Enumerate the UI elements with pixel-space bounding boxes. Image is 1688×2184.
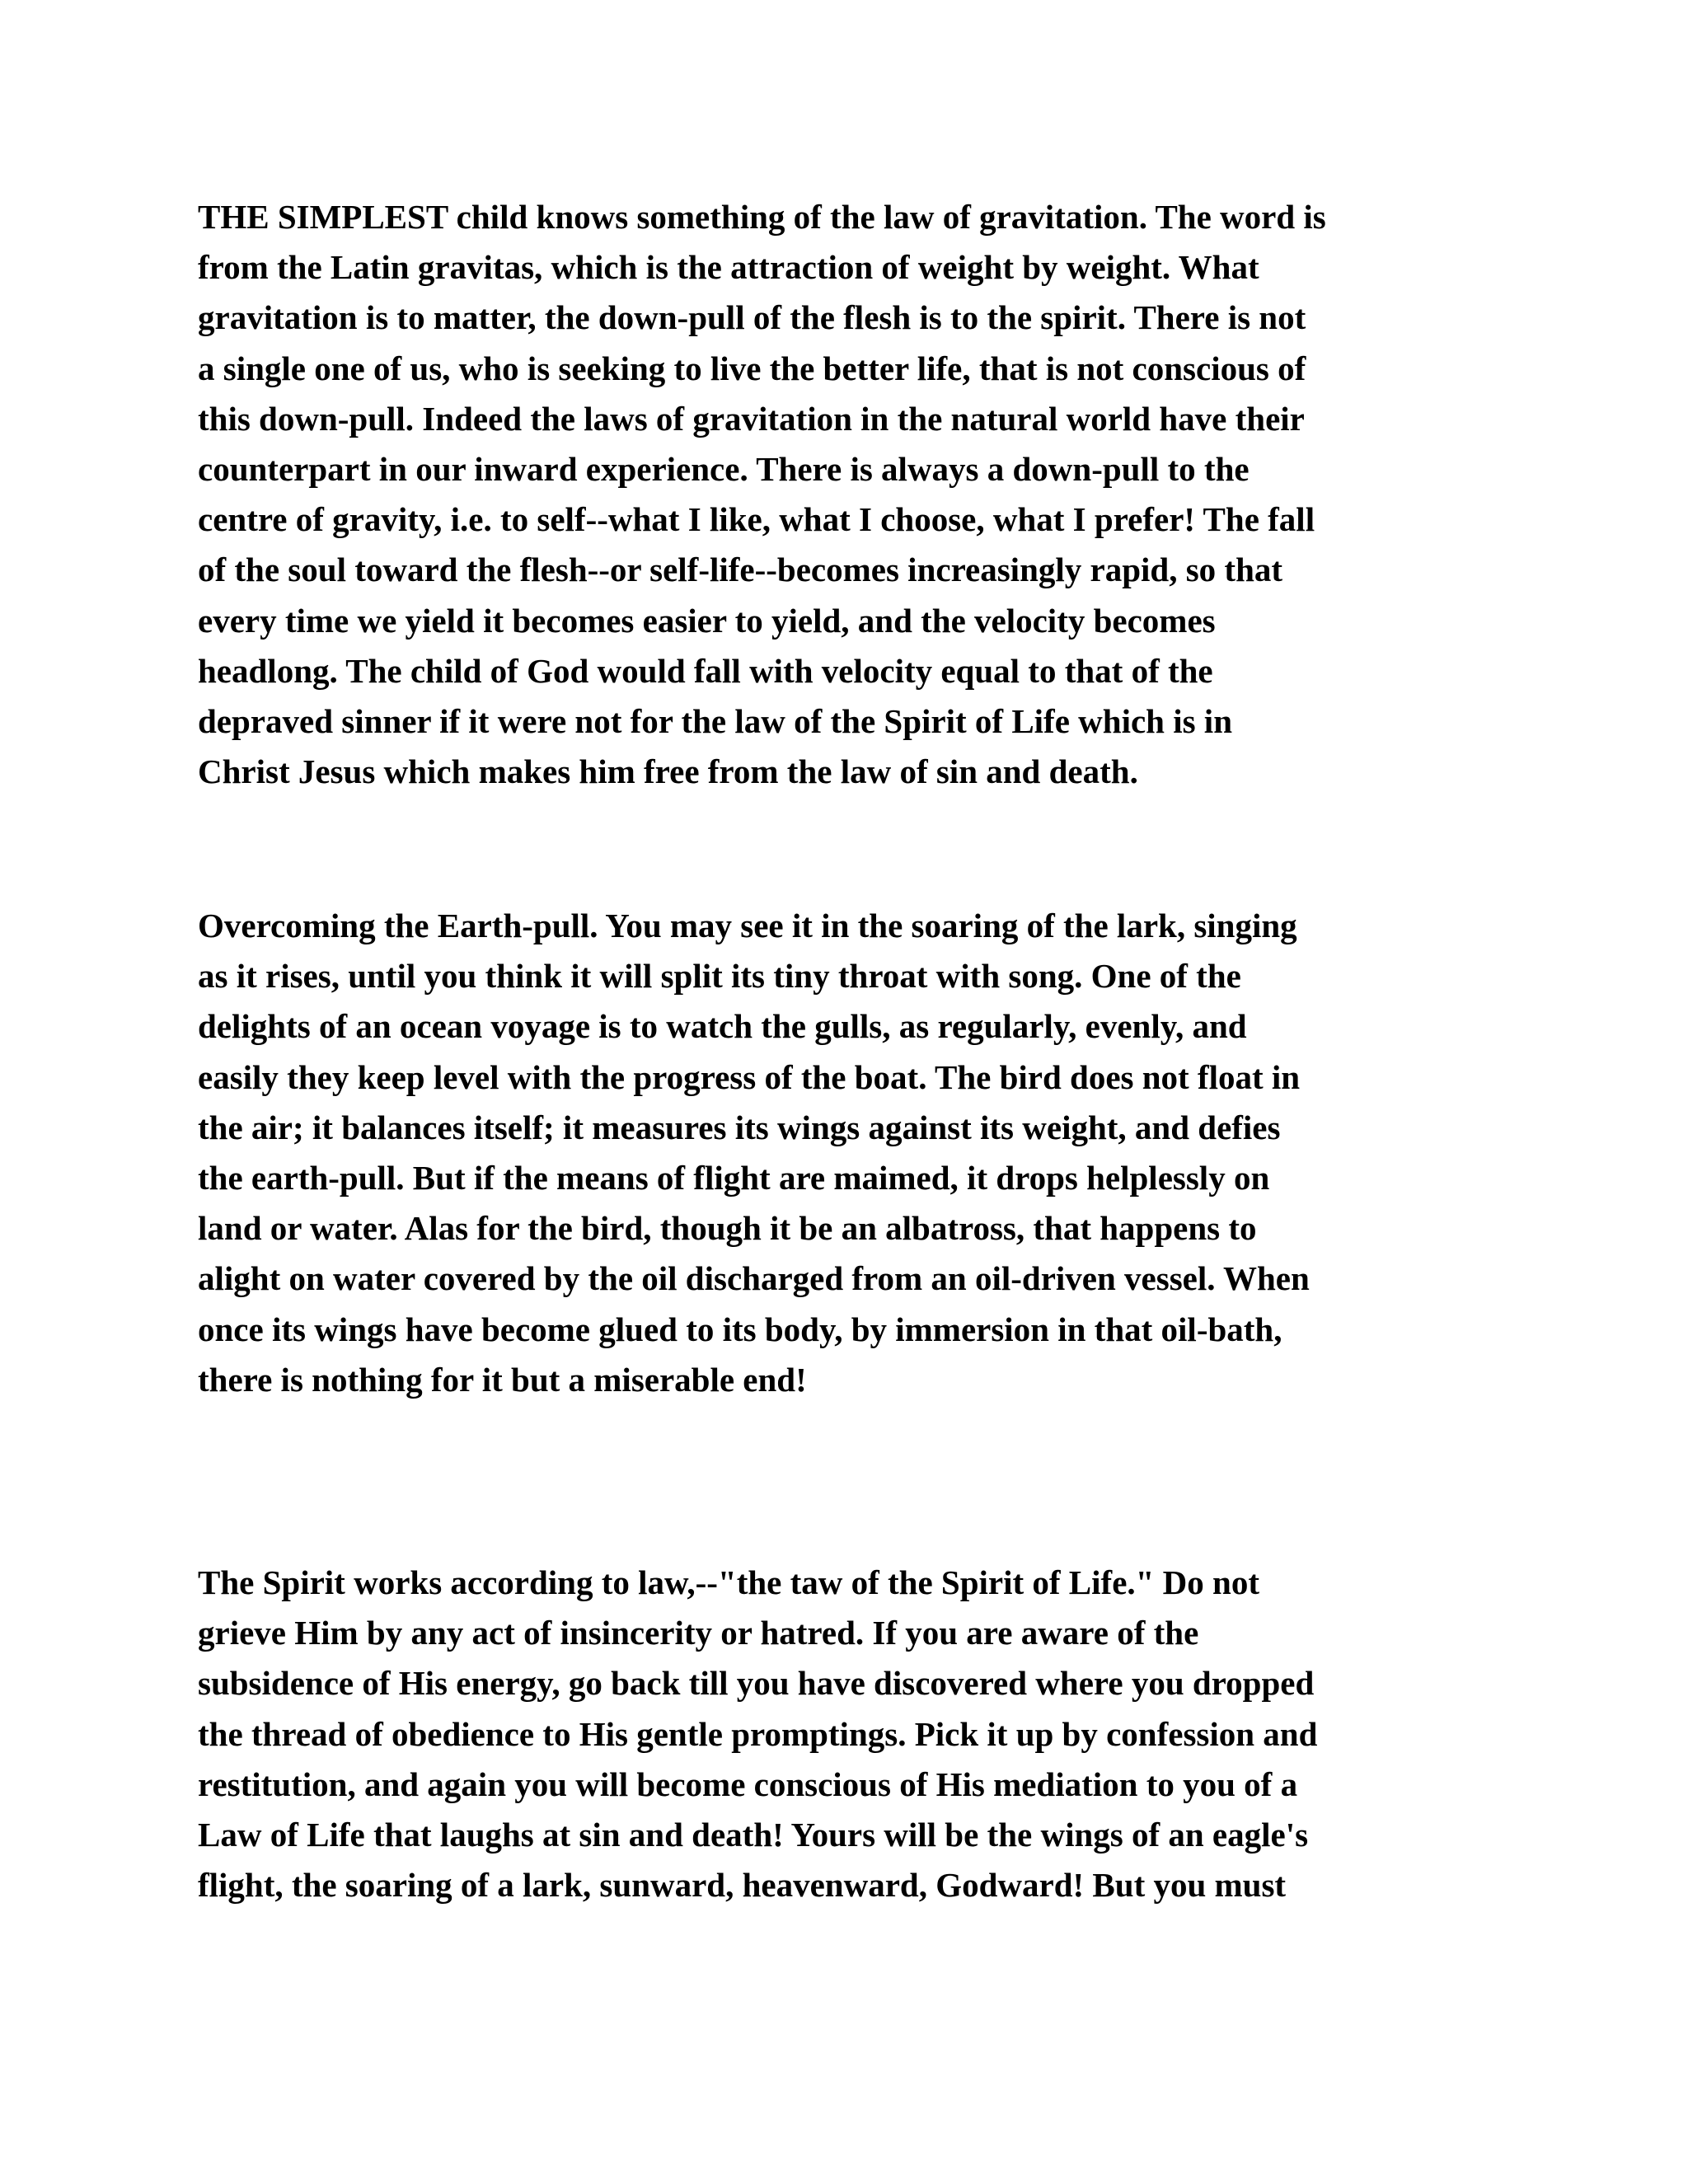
text-line: the thread of obedience to His gentle promptings. Pick it up by confession and — [198, 1714, 1318, 1753]
text-line: there is nothing for it but a miserable end! — [198, 1360, 807, 1399]
text-line: once its wings have become glued to its body, by immersion in that oil-bath, — [198, 1310, 1282, 1348]
text-line: as it rises, until you think it will split its tiny throat with song. One of the — [198, 957, 1241, 996]
text-line: grieve Him by any act of insincerity or hatred. If you are aware of the — [198, 1614, 1199, 1652]
text-line: The Spirit works according to law,--"the taw of the Spirit of Life." Do not — [198, 1563, 1259, 1601]
text-line: alight on water covered by the oil discharged from an oil-driven vessel. When — [198, 1259, 1310, 1298]
text-line: Overcoming the Earth-pull. You may see it in the soaring of the lark, singing — [198, 907, 1297, 944]
text-line: delights of an ocean voyage is to watch the gulls, as regularly, evenly, and — [198, 1007, 1247, 1046]
text-line: land or water. Alas for the bird, though it be an albatross, that happens to — [198, 1209, 1257, 1248]
text-line: this down-pull. Indeed the laws of gravitation in the natural world have their — [198, 399, 1305, 438]
text-line: Law of Life that laughs at sin and death! Yours will be the wings of an eagle's — [198, 1816, 1309, 1854]
paragraph-earth-pull — [198, 901, 1434, 1405]
text-line: restitution, and again you will become conscious of His mediation to you of a — [198, 1765, 1298, 1803]
paragraph-gravitation — [198, 192, 1434, 797]
text-line: a single one of us, who is seeking to live the better life, that is not conscious of — [198, 349, 1306, 387]
text-line: every time we yield it becomes easier to yield, and the velocity becomes — [198, 601, 1216, 640]
text-line: easily they keep level with the progress of the boat. The bird does not float in — [198, 1057, 1301, 1096]
text-line: subsidence of His energy, go back till you have discovered where you dropped — [198, 1664, 1315, 1703]
text-line: from the Latin gravitas, which is the attraction of weight by weight. What — [198, 248, 1259, 287]
text-line: of the soul toward the flesh--or self-life--becomes increasingly rapid, so that — [198, 551, 1283, 589]
text-line: gravitation is to matter, the down-pull of the flesh is to the spirit. There is not — [198, 298, 1306, 337]
paragraph-spirit-law — [198, 1558, 1434, 1910]
text-line: centre of gravity, i.e. to self--what I like, what I choose, what I prefer! The fall — [198, 500, 1315, 539]
text-line: headlong. The child of God would fall with velocity equal to that of the — [198, 651, 1213, 690]
text-line: flight, the soaring of a lark, sunward, heavenward, Godward! But you must — [198, 1866, 1287, 1905]
text-line: depraved sinner if it were not for the law of the Spirit of Life which is in — [198, 702, 1233, 741]
text-line: THE SIMPLEST child knows something of the law of gravitation. The word is — [198, 198, 1326, 236]
text-line: counterpart in our inward experience. There is always a down-pull to the — [198, 450, 1250, 489]
text-line: Christ Jesus which makes him free from the law of sin and death. — [198, 752, 1138, 791]
text-line: the earth-pull. But if the means of flight are maimed, it drops helplessly on — [198, 1159, 1270, 1197]
text-line: the air; it balances itself; it measures its wings against its weight, and defies — [198, 1108, 1281, 1146]
